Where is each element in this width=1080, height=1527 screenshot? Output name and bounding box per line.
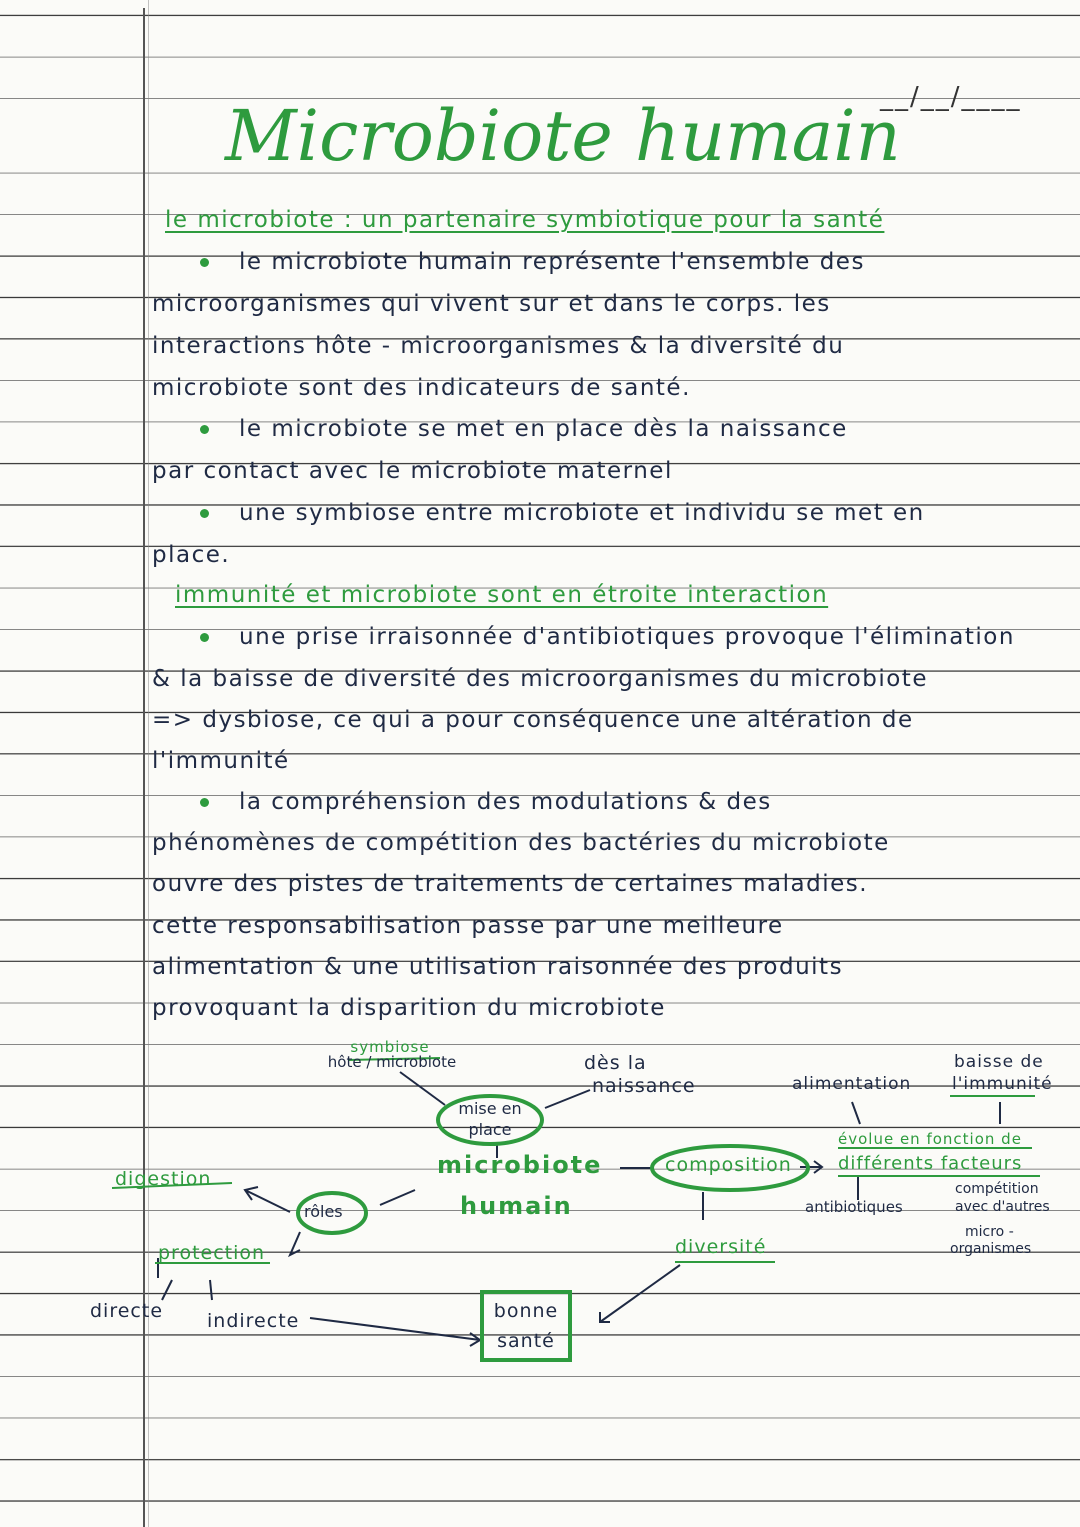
mindmap-bonne: bonne <box>493 1300 559 1322</box>
paragraph-5-line-3: ouvre des pistes de traitements de certaines maladies. <box>152 871 869 897</box>
mindmap-baisse-de: baisse de <box>954 1052 1044 1072</box>
paragraph-2-line-2: par contact avec le microbiote maternel <box>152 458 673 484</box>
margin-line-secondary <box>148 0 149 1527</box>
date-field: __/__/____ <box>880 82 1022 112</box>
paragraph-4-line-3: => dysbiose, ce qui a pour conséquence une altération de <box>152 707 914 733</box>
paragraph-5-line-1: la compréhension des modulations & des <box>200 789 772 815</box>
paragraph-1-line-3: interactions hôte - microorganismes & la diversité du <box>152 333 845 359</box>
paragraph-1-line-1: le microbiote humain représente l'ensemble des <box>200 249 865 275</box>
mindmap-diversite: diversité <box>675 1236 767 1258</box>
mindmap-naissance: naissance <box>592 1075 696 1097</box>
mindmap-differents-facteurs: différents facteurs <box>838 1153 1023 1174</box>
mindmap-mise-en: mise en <box>458 1099 522 1118</box>
mindmap-des-la: dès la <box>584 1052 647 1074</box>
mindmap-roles: rôles <box>304 1202 343 1221</box>
paragraph-4-line-4: l'immunité <box>152 748 290 774</box>
mindmap-digestion: digestion <box>115 1168 212 1190</box>
mindmap-avec-autres: avec d'autres <box>955 1199 1050 1215</box>
bullet-icon <box>200 425 209 434</box>
bullet-icon <box>200 509 209 518</box>
mindmap-place: place <box>468 1120 512 1139</box>
paragraph-5-line-6: provoquant la disparition du microbiote <box>152 995 666 1021</box>
paragraph-2-line-1: le microbiote se met en place dès la naissance <box>200 416 848 442</box>
mindmap-sante: santé <box>497 1330 555 1352</box>
paragraph-4-line-1: une prise irraisonnée d'antibiotiques provoque l'élimination <box>200 624 1015 650</box>
page-title: Microbiote humain <box>225 95 901 177</box>
mindmap-evolue: évolue en fonction de <box>838 1130 1022 1148</box>
paragraph-1-line-4: microbiote sont des indicateurs de santé. <box>152 375 691 401</box>
section-heading-2: immunité et microbiote sont en étroite interaction <box>175 582 829 608</box>
paragraph-1-line-2: microorganismes qui vivent sur et dans le corps. les <box>152 291 831 317</box>
mindmap-alimentation: alimentation <box>792 1074 912 1094</box>
mindmap-directe: directe <box>90 1300 164 1322</box>
mindmap-composition: composition <box>665 1154 792 1176</box>
mindmap-center-microbiote: microbiote <box>437 1151 603 1179</box>
mindmap-competition: compétition <box>955 1181 1039 1197</box>
bullet-icon <box>200 633 209 642</box>
mindmap-micro: micro - <box>965 1224 1014 1240</box>
mindmap-hote-microbiote: hôte / microbiote <box>327 1053 457 1071</box>
bullet-icon <box>200 258 209 267</box>
mindmap-organismes: organismes <box>950 1241 1032 1257</box>
section-heading-1: le microbiote : un partenaire symbiotique pour la santé <box>165 207 885 233</box>
mindmap-antibiotiques: antibiotiques <box>805 1198 903 1216</box>
paragraph-5-line-4: cette responsabilisation passe par une meilleure <box>152 913 784 939</box>
paragraph-4-line-2: & la baisse de diversité des microorganismes du microbiote <box>152 666 928 692</box>
bullet-icon <box>200 798 209 807</box>
mindmap-protection: protection <box>158 1242 266 1264</box>
mindmap-symbiose: symbiose <box>350 1038 430 1056</box>
paragraph-3-line-1: une symbiose entre microbiote et individu se met en <box>200 500 925 526</box>
paragraph-3-line-2: place. <box>152 542 231 568</box>
mindmap-center-humain: humain <box>460 1192 573 1220</box>
mindmap-indirecte: indirecte <box>207 1310 300 1332</box>
paragraph-5-line-5: alimentation & une utilisation raisonnée des produits <box>152 954 844 980</box>
mindmap-immunite: l'immunité <box>952 1074 1053 1094</box>
paragraph-5-line-2: phénomènes de compétition des bactéries du microbiote <box>152 830 890 856</box>
